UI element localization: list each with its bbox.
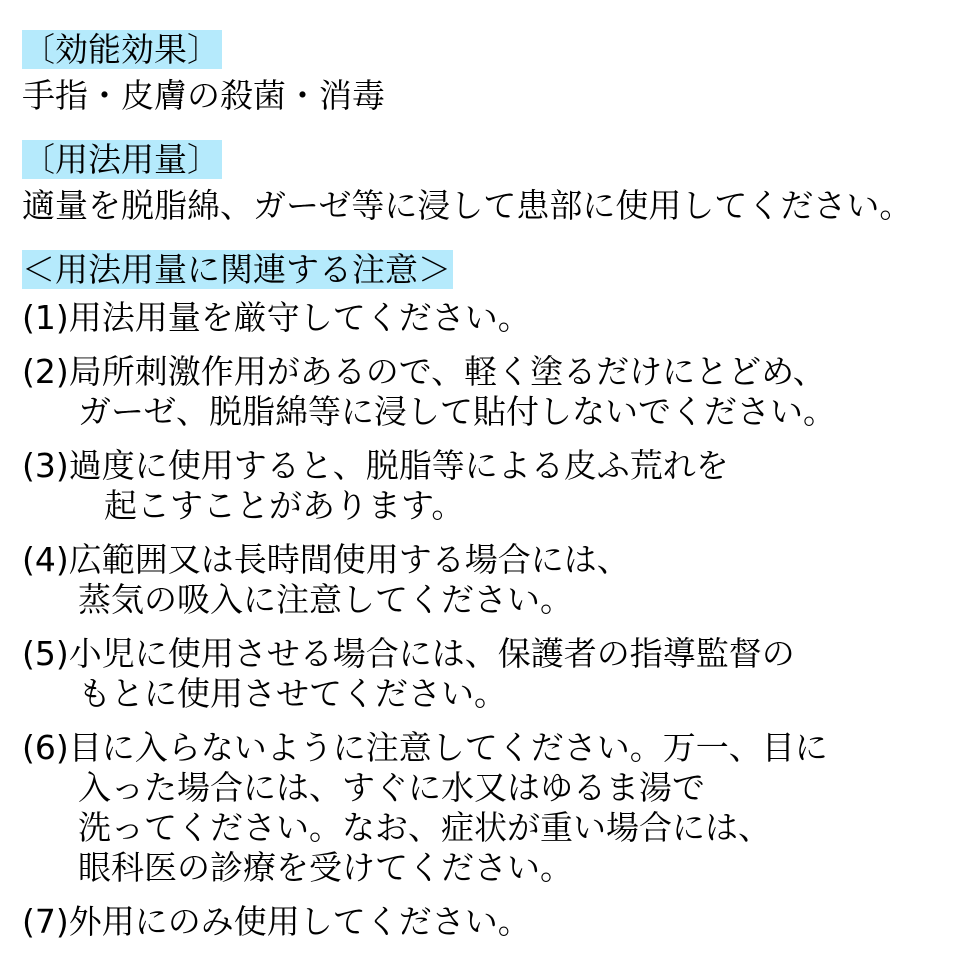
precaution-item-2 — [22, 352, 826, 392]
precautions-heading-text: ＜用法用量に関連する注意＞ — [22, 250, 451, 289]
precaution-item-text: 過度に使用すると、脱脂等による皮ふ荒れを — [68, 446, 729, 485]
precaution-item-7 — [22, 902, 531, 942]
precaution-item-text: 小児に使用させる場合には、保護者の指導監督の — [68, 634, 795, 673]
precaution-item-1 — [22, 298, 531, 338]
precaution-item-number: (2) — [22, 352, 69, 391]
precaution-item-4 — [22, 540, 630, 580]
precaution-item-text: 用法用量を厳守してください。 — [68, 298, 531, 337]
precaution-item-text: 目に入らないように注意してください。万一、目に — [68, 728, 828, 767]
precaution-item-5-continuation: もとに使用させてください。 — [78, 674, 507, 713]
precaution-item-6-continuation: 眼科医の診療を受けてください。 — [78, 848, 573, 887]
precaution-item-number: (1) — [22, 298, 69, 337]
precaution-item-text: 局所刺激作用があるので、軽く塗るだけにとどめ、 — [68, 352, 826, 391]
precaution-item-number: (3) — [22, 446, 69, 485]
precaution-item-3-continuation: 起こすことがあります。 — [104, 486, 465, 525]
precaution-item-number: (4) — [22, 540, 69, 579]
precaution-item-number: (5) — [22, 634, 69, 673]
precaution-item-text: 広範囲又は長時間使用する場合には、 — [68, 540, 630, 579]
usage-heading — [22, 140, 222, 180]
precaution-item-5 — [22, 634, 795, 674]
precautions-heading — [22, 250, 453, 290]
precaution-item-number: (7) — [22, 902, 69, 941]
precaution-item-6-continuation: 洗ってください。なお、症状が重い場合には、 — [78, 808, 771, 847]
precaution-item-number: (6) — [22, 728, 69, 767]
efficacy-heading — [22, 30, 222, 70]
efficacy-body: 手指・皮膚の殺菌・消毒 — [22, 76, 385, 115]
precaution-item-3 — [22, 446, 729, 486]
precaution-item-6 — [22, 728, 828, 768]
precaution-item-text: 外用にのみ使用してください。 — [68, 902, 531, 941]
precaution-item-4-continuation: 蒸気の吸入に注意してください。 — [78, 580, 573, 619]
usage-body: 適量を脱脂綿、ガーゼ等に浸して患部に使用してください。 — [22, 186, 913, 225]
efficacy-heading-text: 〔効能効果〕 — [22, 30, 220, 69]
precaution-item-2-continuation: ガーゼ、脱脂綿等に浸して貼付しないでください。 — [78, 392, 837, 431]
usage-heading-text: 〔用法用量〕 — [22, 140, 220, 179]
precaution-item-6-continuation: 入った場合には、すぐに水又はゆるま湯で — [78, 768, 705, 807]
